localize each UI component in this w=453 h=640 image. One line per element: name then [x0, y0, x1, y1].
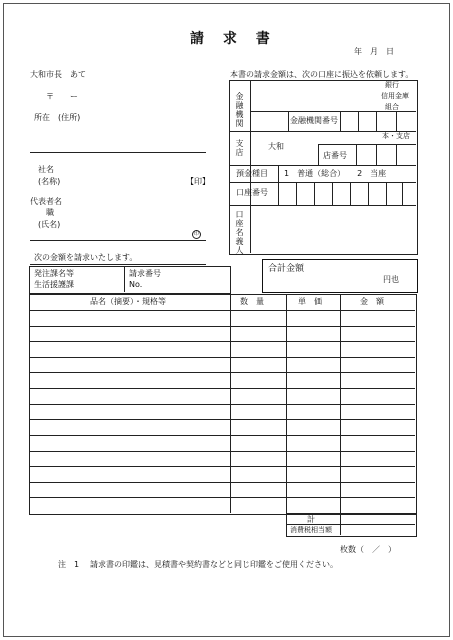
- account-digit-6: [386, 182, 387, 205]
- issuer-dept-value: 生活援護課: [34, 280, 74, 289]
- table-row[interactable]: [29, 388, 415, 389]
- request-sentence: 次の金額を請求いたします。: [34, 253, 138, 262]
- institution-number-cell-4: [396, 111, 397, 131]
- invoice-number-field[interactable]: No.: [129, 280, 143, 289]
- footer-note-prefix: 注 1: [58, 560, 80, 569]
- table-row[interactable]: [29, 341, 415, 342]
- branch-number-left: [318, 144, 319, 165]
- institution-number-cell-3: [376, 111, 377, 131]
- account-holder-label: 口座名義人: [235, 210, 244, 255]
- account-type-row-top: [229, 165, 416, 166]
- account-digit-3: [332, 182, 333, 205]
- header-unit-price: 単 価: [298, 297, 322, 306]
- name-label: (氏名): [38, 220, 61, 229]
- account-type-label: 預金種目: [236, 169, 268, 178]
- institution-number-top: [250, 111, 288, 112]
- company-label: 社名: [38, 165, 54, 174]
- bank-instruction: 本書の請求金額は、次の口座に振込を依頼します。: [230, 70, 414, 79]
- issuer-dept-label: 発注課名等: [34, 269, 74, 278]
- seal-mark-company: 【印】: [186, 177, 210, 186]
- address-label: 所在 (住所): [34, 113, 81, 122]
- table-row[interactable]: [29, 482, 415, 483]
- table-row[interactable]: [29, 451, 415, 452]
- table-row[interactable]: [29, 357, 415, 358]
- account-number-row-top: [229, 182, 416, 183]
- branch-number-cell-1: [356, 144, 357, 165]
- account-digit-4: [350, 182, 351, 205]
- billing-info-divider: [124, 266, 125, 292]
- institution-number-cell-2: [358, 111, 359, 131]
- postal-code-field[interactable]: 〒 ー: [46, 92, 78, 101]
- holder-row-top: [229, 205, 416, 206]
- seal-mark-representative: 印: [193, 231, 199, 237]
- page-count: 枚数（ ／ ）: [340, 545, 396, 554]
- institution-number-cell-1: [340, 111, 341, 131]
- bank-label-column-divider: [250, 80, 251, 253]
- representative-label: 代表者名: [30, 197, 62, 206]
- account-digit-5: [368, 182, 369, 205]
- subtotal-label: 計: [307, 515, 315, 524]
- items-table-rows: [29, 294, 415, 513]
- company-sub-label: (名称): [38, 177, 61, 186]
- branch-name[interactable]: 大和: [268, 142, 284, 151]
- total-amount-unit: 円也: [383, 275, 399, 284]
- account-type-options[interactable]: 1 普通（総合） 2 当座: [284, 169, 387, 178]
- table-row[interactable]: [29, 310, 415, 311]
- address-underline: [30, 152, 206, 153]
- account-number-label: 口座番号: [236, 188, 268, 197]
- table-row[interactable]: [29, 404, 415, 405]
- account-label-divider: [278, 165, 279, 205]
- header-quantity: 数 量: [240, 297, 264, 306]
- header-amount: 金 額: [360, 297, 384, 306]
- bank-type-bank: 銀行: [385, 81, 399, 89]
- document-title: 請 求 書: [190, 31, 277, 47]
- account-digit-7: [402, 182, 403, 205]
- table-row[interactable]: [29, 419, 415, 420]
- representative-underline: [30, 240, 206, 241]
- addressee: 大和市長 あて: [30, 70, 86, 79]
- date-field[interactable]: 年 月 日: [354, 47, 394, 56]
- bank-type-shinkin: 信用金庫: [381, 92, 409, 100]
- account-digit-2: [314, 182, 315, 205]
- request-underline: [30, 264, 206, 265]
- account-digit-1: [296, 182, 297, 205]
- table-row[interactable]: [29, 466, 415, 467]
- total-amount-label: 合計金額: [268, 264, 305, 274]
- branch-types: 本・支店: [382, 132, 410, 140]
- branch-number-cell-3: [396, 144, 397, 165]
- institution-number-divider: [288, 111, 289, 131]
- bank-type-union: 組合: [385, 103, 399, 111]
- institution-number-row-top: [288, 111, 416, 112]
- branch-number-label: 店番号: [323, 151, 347, 160]
- position-label: 職: [46, 208, 54, 217]
- tax-label: 消費税相当額: [290, 526, 332, 534]
- invoice-number-label: 請求番号: [129, 269, 161, 278]
- table-row[interactable]: [29, 372, 415, 373]
- branch-number-cell-2: [376, 144, 377, 165]
- totals-divider: [286, 524, 415, 525]
- table-row[interactable]: [29, 435, 415, 436]
- branch-number-top: [318, 144, 416, 145]
- table-row[interactable]: [29, 497, 415, 498]
- institution-number-label: 金融機関番号: [290, 116, 338, 125]
- branch-label: 支店: [235, 139, 244, 157]
- header-item-name: 品名（摘要）・規格等: [90, 297, 166, 306]
- institution-label: 金融機関: [235, 92, 244, 128]
- footer-note: 請求書の印鑑は、見積書や契約書などと同じ印鑑をご使用ください。: [90, 560, 338, 569]
- table-row[interactable]: [29, 326, 415, 327]
